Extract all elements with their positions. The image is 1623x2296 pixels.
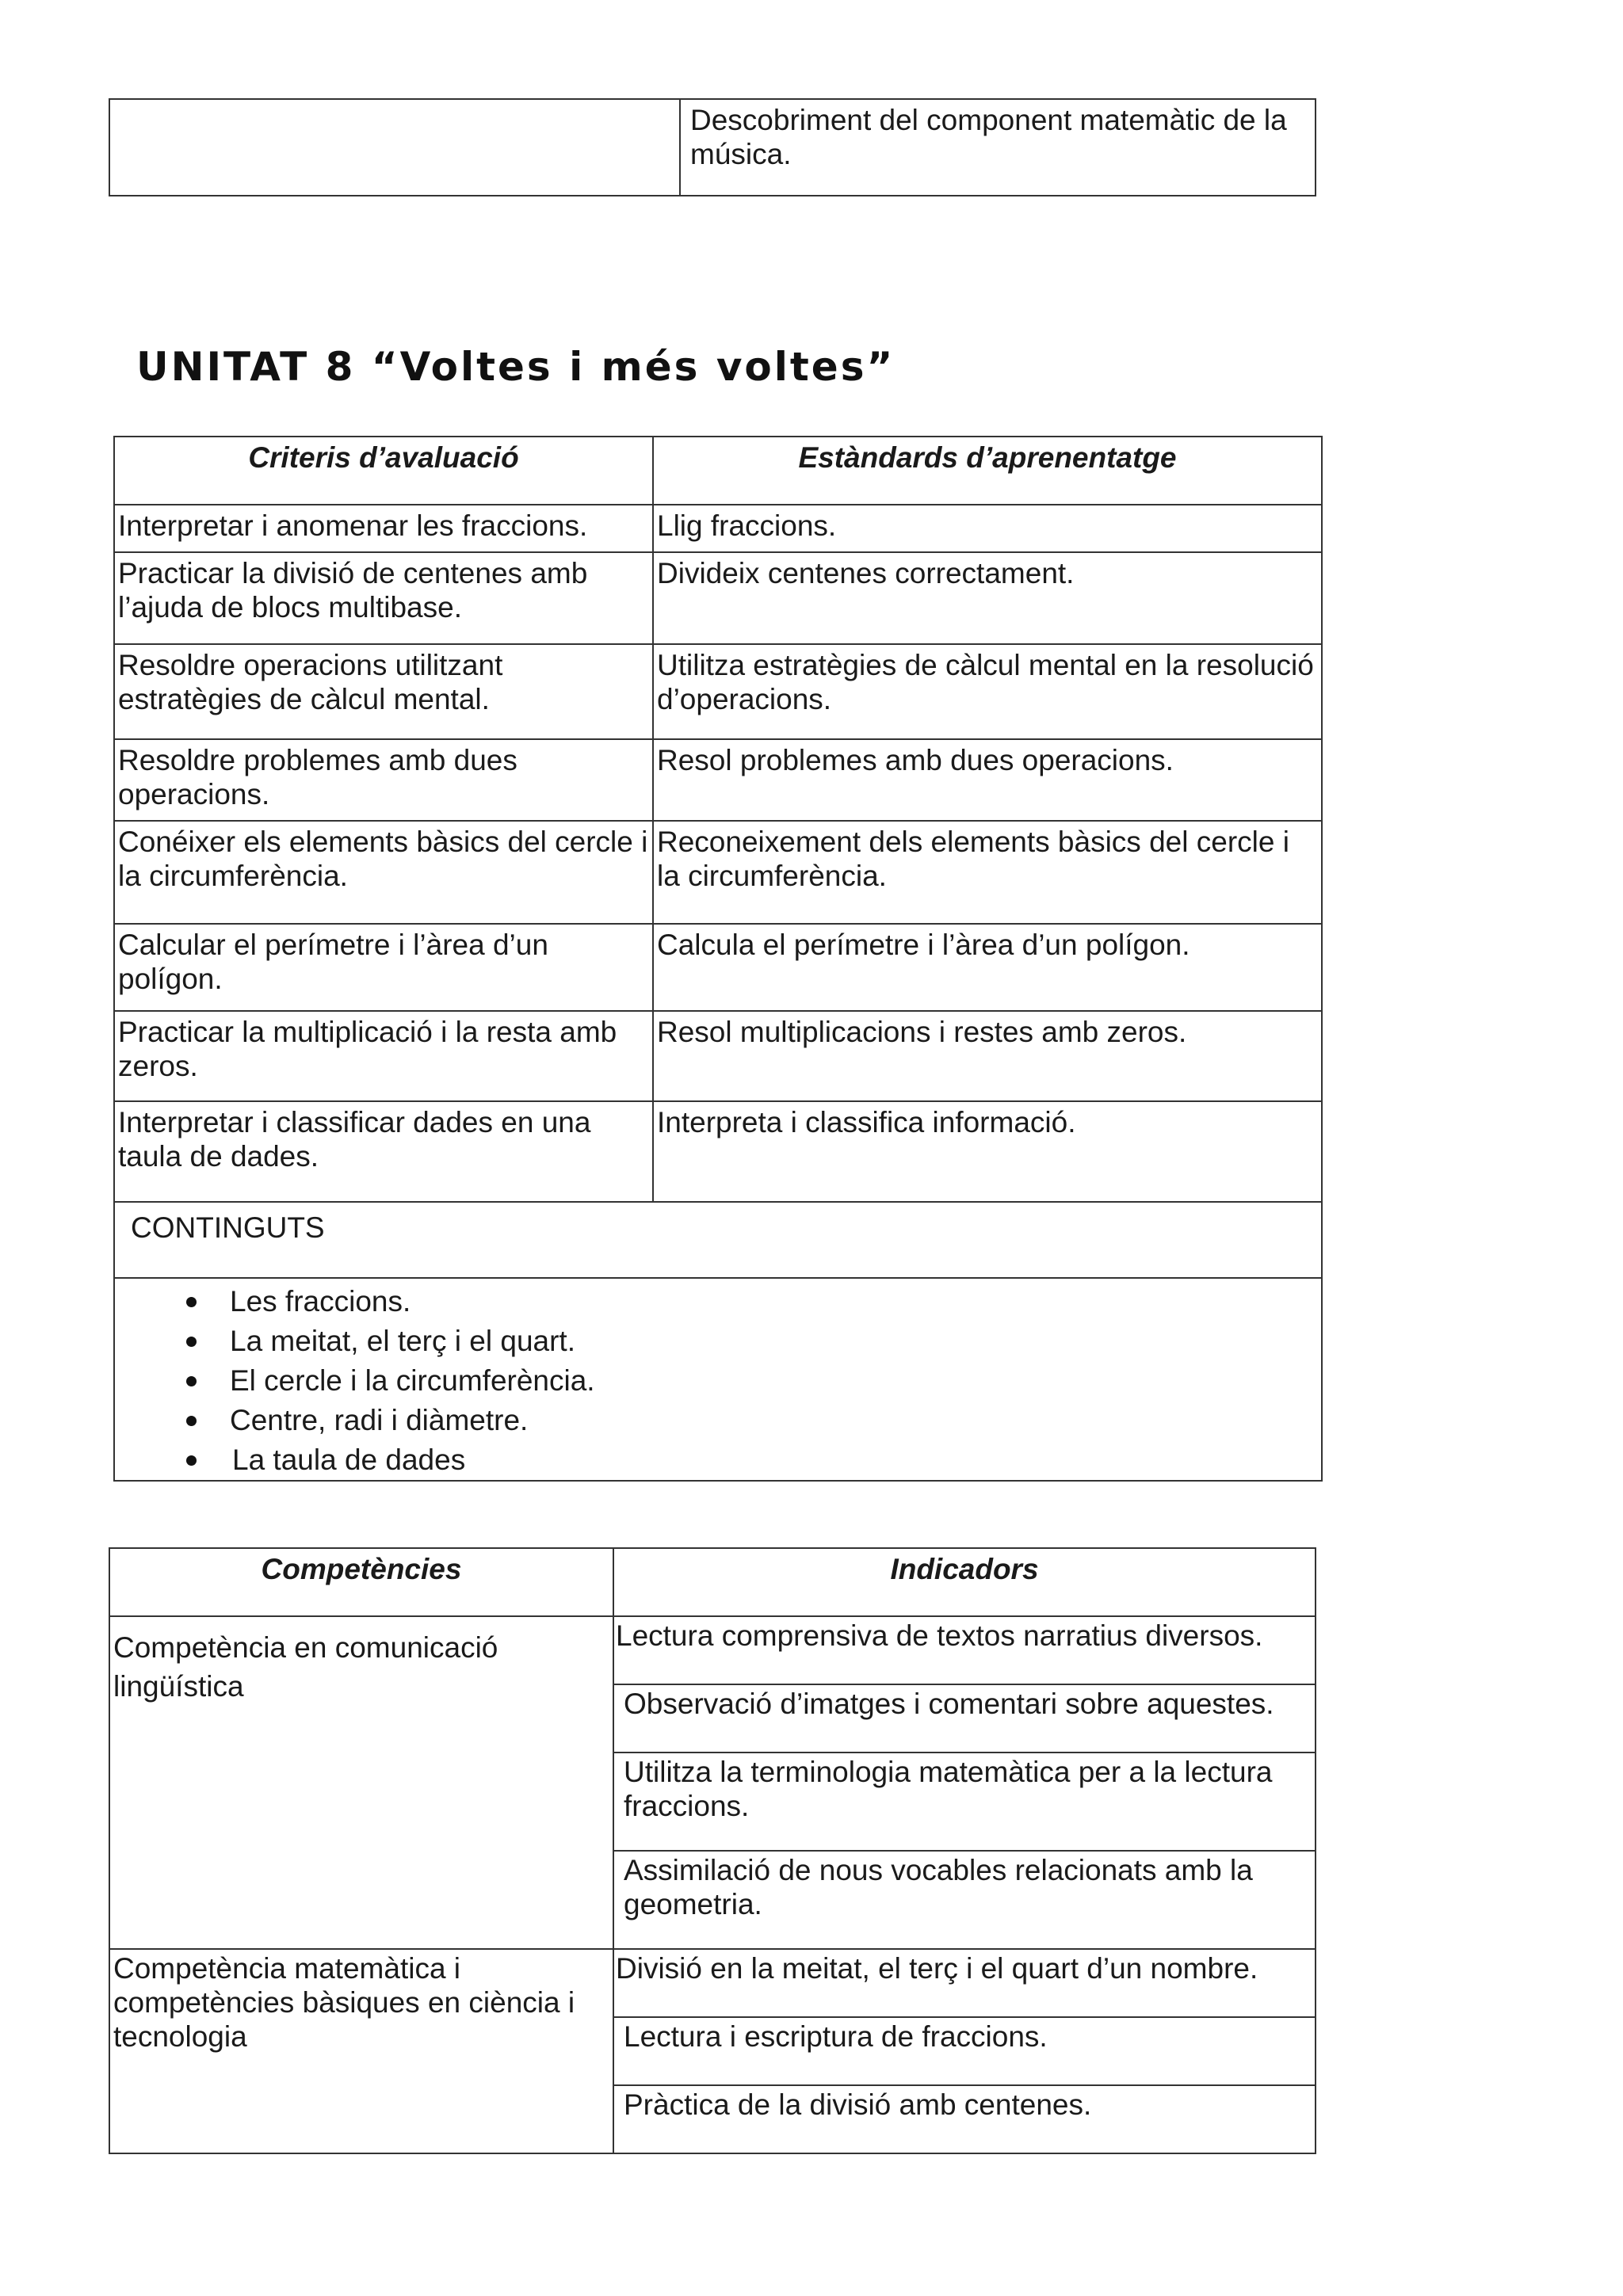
criteria-cell <box>114 1101 653 1202</box>
cell-text: Resol multiplicacions i restes amb zeros. <box>657 1016 1187 1048</box>
table-header-row <box>114 437 1322 505</box>
indicator-text: Divisió en la meitat, el terç i el quart d’un nombre. <box>616 1952 1258 1985</box>
table-row <box>114 1011 1322 1101</box>
standard-cell <box>653 924 1322 1011</box>
standard-cell <box>653 1101 1322 1202</box>
cell-text: Resol problemes amb dues operacions. <box>657 744 1174 776</box>
indicator-cell <box>613 1949 1316 2017</box>
table-row <box>109 1616 1316 1684</box>
indicator-text: Lectura i escriptura de fraccions. <box>624 2020 1048 2053</box>
contents-header-row <box>114 1202 1322 1278</box>
standard-cell <box>653 739 1322 821</box>
standard-cell <box>653 552 1322 644</box>
criteria-table <box>113 436 1323 1482</box>
criteria-cell <box>114 505 653 552</box>
table-row <box>114 1101 1322 1202</box>
list-item: La meitat, el terç i el quart. <box>230 1322 1321 1361</box>
criteria-cell <box>114 1011 653 1101</box>
competence-name: Competència en comunicació lingüística <box>113 1631 498 1703</box>
column-header-standards: Estàndards d’aprenentatge <box>653 437 1322 505</box>
table-row <box>114 505 1322 552</box>
cell-text: Calcular el perímetre i l’àrea d’un polígon. <box>118 929 548 995</box>
table-cell-empty <box>109 99 680 196</box>
indicator-text: Pràctica de la divisió amb centenes. <box>624 2088 1092 2121</box>
indicator-cell <box>613 2085 1316 2153</box>
table-cell <box>680 99 1316 196</box>
cell-text: Resoldre problemes amb dues operacions. <box>118 744 517 810</box>
cell-text: Resoldre operacions utilitzant estratègies de càlcul mental. <box>118 649 503 715</box>
cell-text: Interpretar i classificar dades en una taula de dades. <box>118 1106 591 1173</box>
indicator-cell <box>613 1753 1316 1851</box>
contents-header-cell <box>114 1202 1322 1278</box>
table-row <box>109 99 1316 196</box>
competences-table <box>109 1547 1316 2154</box>
table-row <box>114 739 1322 821</box>
cell-text: Reconeixement dels elements bàsics del cercle i la circumferència. <box>657 826 1289 892</box>
cell-text: Interpreta i classifica informació. <box>657 1106 1076 1138</box>
column-header-competences: Competències <box>109 1548 613 1616</box>
indicator-cell <box>613 1684 1316 1753</box>
column-header-criteria: Criteris d’avaluació <box>114 437 653 505</box>
indicator-cell <box>613 2017 1316 2085</box>
previous-unit-table <box>109 98 1316 196</box>
standard-cell <box>653 1011 1322 1101</box>
criteria-cell <box>114 924 653 1011</box>
criteria-cell <box>114 821 653 924</box>
cell-text: Practicar la divisió de centenes amb l’ajuda de blocs multibase. <box>118 557 588 624</box>
table-row <box>114 644 1322 739</box>
list-item: Centre, radi i diàmetre. <box>230 1401 1321 1440</box>
cell-text: Practicar la multiplicació i la resta amb zeros. <box>118 1016 617 1082</box>
cell-text: Descobriment del component matemàtic de la música. <box>690 104 1287 170</box>
table-row <box>114 552 1322 644</box>
cell-text: Interpretar i anomenar les fraccions. <box>118 509 588 542</box>
cell-text: Conéixer els elements bàsics del cercle i la circumferència. <box>118 826 648 892</box>
competence-cell <box>109 1616 613 1949</box>
indicator-cell <box>613 1616 1316 1684</box>
standard-cell <box>653 505 1322 552</box>
column-header-indicators: Indicadors <box>613 1548 1316 1616</box>
indicator-text: Utilitza la terminologia matemàtica per a la lectura fraccions. <box>624 1756 1273 1822</box>
criteria-cell <box>114 739 653 821</box>
list-item: Les fraccions. <box>230 1282 1321 1322</box>
cell-text: Divideix centenes correctament. <box>657 557 1075 589</box>
unit-title: UNITAT 8 “Voltes i més voltes” <box>136 344 896 390</box>
cell-text: Utilitza estratègies de càlcul mental en la resolució d’operacions. <box>657 649 1314 715</box>
list-item: El cercle i la circumferència. <box>230 1361 1321 1401</box>
cell-text: Calcula el perímetre i l’àrea d’un polígon. <box>657 929 1190 961</box>
criteria-cell <box>114 552 653 644</box>
indicator-text: Assimilació de nous vocables relacionats amb la geometria. <box>624 1854 1253 1920</box>
contents-list <box>115 1282 1321 1480</box>
contents-cell <box>114 1278 1322 1481</box>
contents-label: CONTINGUTS <box>131 1211 325 1244</box>
list-item: La taula de dades <box>230 1440 1321 1480</box>
standard-cell <box>653 644 1322 739</box>
indicator-text: Observació d’imatges i comentari sobre aquestes. <box>624 1688 1274 1720</box>
contents-row <box>114 1278 1322 1481</box>
table-header-row <box>109 1548 1316 1616</box>
indicator-text: Lectura comprensiva de textos narratius diversos. <box>616 1619 1263 1652</box>
competence-cell <box>109 1949 613 2153</box>
competence-name: Competència matemàtica i competències bàsiques en ciència i tecnologia <box>113 1952 575 2053</box>
table-row <box>109 1949 1316 2017</box>
table-row <box>114 924 1322 1011</box>
criteria-cell <box>114 644 653 739</box>
indicator-cell <box>613 1851 1316 1949</box>
standard-cell <box>653 821 1322 924</box>
table-row <box>114 821 1322 924</box>
cell-text: Llig fraccions. <box>657 509 837 542</box>
